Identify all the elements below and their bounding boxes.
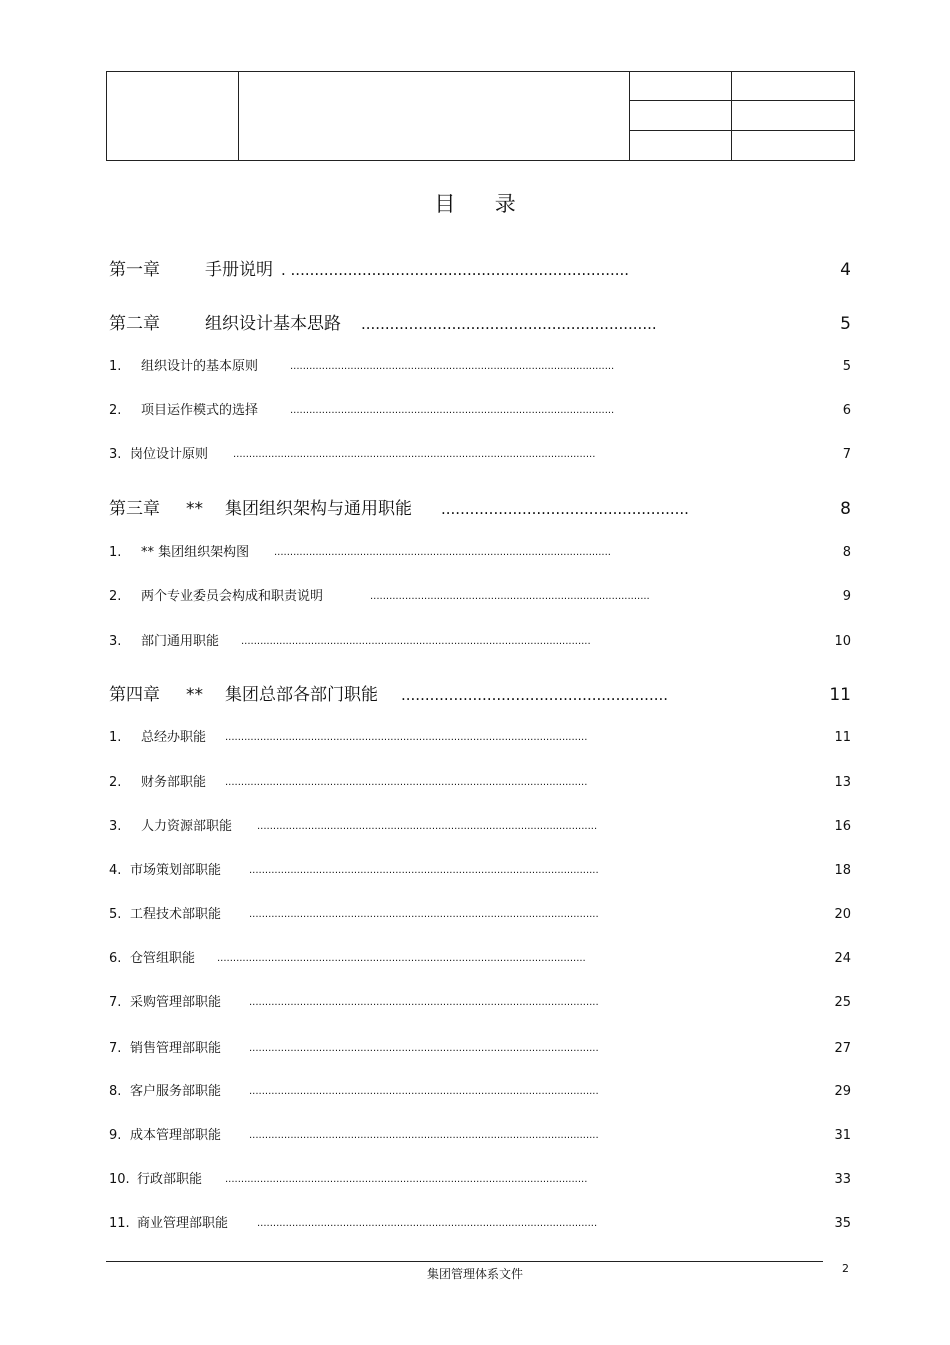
chapter-stars: **: [186, 499, 203, 519]
item-number: 5.: [109, 907, 122, 922]
page-number: 5: [842, 359, 851, 374]
page-number: 8: [840, 499, 851, 519]
item-title: 两个专业委员会构成和职责说明: [141, 589, 324, 604]
item-title: 市场策划部职能: [130, 863, 222, 878]
page-number: 31: [834, 1128, 851, 1143]
dot-leader: ........................................................: [401, 686, 669, 704]
dot-leader: ..............................................................................................................: [249, 865, 599, 876]
toc-item[interactable]: [109, 905, 851, 925]
dot-leader: ..................................................................................................................: [233, 449, 596, 460]
page-number: 16: [834, 819, 851, 834]
page-number: 9: [842, 589, 851, 604]
item-number: 4.: [109, 863, 122, 878]
chapter-title: 组织设计基本思路: [205, 314, 341, 334]
item-number: 1.: [109, 545, 122, 560]
dot-leader: ..............................................................................................................: [249, 909, 599, 920]
chapter-number: 第一章: [109, 260, 160, 280]
page-number: 8: [842, 545, 851, 560]
item-title: 岗位设计原则: [130, 447, 209, 462]
item-number: 1.: [109, 730, 122, 745]
page-number: 35: [834, 1216, 851, 1231]
toc-chapter[interactable]: [109, 258, 851, 282]
dot-leader: ..........................................................................................................: [274, 547, 611, 558]
item-number: 3.: [109, 447, 122, 462]
toc-item[interactable]: [109, 773, 851, 793]
item-title: 商业管理部职能: [137, 1216, 229, 1231]
dot-leader: ....................................................................................................................: [217, 953, 586, 964]
toc-title-char: 录: [494, 192, 516, 216]
toc-item[interactable]: [109, 817, 851, 837]
dot-leader: ..............................................................................................................: [249, 1086, 599, 1097]
page-number: 6: [842, 403, 851, 418]
table-divider: [238, 72, 239, 160]
item-title: ** 集团组织架构图: [141, 545, 250, 560]
item-number: 10.: [109, 1172, 130, 1187]
page-number: 18: [834, 863, 851, 878]
table-divider: [731, 72, 732, 160]
page-number: 10: [834, 634, 851, 649]
toc-title: [0, 188, 950, 218]
dot-leader: ........................................................................................: [370, 591, 650, 602]
table-divider: [629, 130, 854, 131]
item-number: 2.: [109, 775, 122, 790]
toc-item[interactable]: [109, 1170, 851, 1190]
toc-chapter[interactable]: [109, 497, 851, 521]
item-number: 2.: [109, 589, 122, 604]
page-number: 33: [834, 1172, 851, 1187]
dot-leader: ......................................................................................................: [290, 405, 615, 416]
item-title: 财务部职能: [141, 775, 207, 790]
toc-item[interactable]: [109, 949, 851, 969]
header-table: [106, 71, 855, 161]
item-title: 销售管理部职能: [130, 1041, 222, 1056]
page-number: 5: [840, 314, 851, 334]
item-title: 项目运作模式的选择: [141, 403, 259, 418]
page-number: 27: [834, 1041, 851, 1056]
dot-leader: ..............................................................: [361, 315, 657, 333]
table-divider: [629, 72, 630, 160]
toc-item[interactable]: [109, 401, 851, 421]
toc-item[interactable]: [109, 861, 851, 881]
chapter-number: 第二章: [109, 314, 160, 334]
item-title: 人力资源部职能: [141, 819, 233, 834]
item-number: 11.: [109, 1216, 130, 1231]
page-number: 25: [834, 995, 851, 1010]
toc-item[interactable]: [109, 1082, 851, 1102]
dot-leader: ..............................................................................................................: [249, 997, 599, 1008]
toc-item[interactable]: [109, 632, 851, 652]
chapter-number: 第四章: [109, 685, 160, 705]
toc-item[interactable]: [109, 1214, 851, 1234]
item-title: 采购管理部职能: [130, 995, 222, 1010]
item-number: 3.: [109, 819, 122, 834]
toc-item[interactable]: [109, 357, 851, 377]
item-number: 9.: [109, 1128, 122, 1143]
page-number: 20: [834, 907, 851, 922]
item-title: 总经办职能: [141, 730, 207, 745]
page-number: 7: [842, 447, 851, 462]
footer-text: 集团管理体系文件: [426, 1267, 523, 1281]
toc-item[interactable]: [109, 993, 851, 1013]
item-title: 工程技术部职能: [130, 907, 222, 922]
item-number: 7.: [109, 995, 122, 1010]
chapter-stars: **: [186, 685, 203, 705]
dot-leader: ...........................................................................................................: [257, 821, 598, 832]
item-number: 8.: [109, 1084, 122, 1099]
dot-leader: ..................................................................................................................: [225, 777, 588, 788]
item-title: 客户服务部职能: [130, 1084, 222, 1099]
toc-item[interactable]: [109, 543, 851, 563]
dot-leader: ..................................................................................................................: [225, 732, 588, 743]
toc-item[interactable]: [109, 587, 851, 607]
page-number: 11: [829, 685, 851, 705]
item-title: 组织设计的基本原则: [141, 359, 259, 374]
footer-rule: [106, 1261, 823, 1262]
item-number: 2.: [109, 403, 122, 418]
dot-leader: ..................................................................................................................: [225, 1174, 588, 1185]
item-number: 7.: [109, 1041, 122, 1056]
page-number: 24: [834, 951, 851, 966]
toc-chapter[interactable]: [109, 683, 851, 707]
footer-page-number: 2: [842, 1262, 849, 1275]
toc-item[interactable]: [109, 1126, 851, 1146]
item-number: 3.: [109, 634, 122, 649]
dot-leader: ......................................................................................................: [290, 361, 615, 372]
toc-chapter[interactable]: [109, 312, 851, 336]
toc-item[interactable]: [109, 445, 851, 465]
toc-title-char: 目: [434, 192, 456, 216]
toc-item[interactable]: [109, 728, 851, 748]
toc-item[interactable]: [109, 1039, 851, 1059]
dot-leader: ..............................................................................................................: [249, 1130, 599, 1141]
table-divider: [629, 100, 854, 101]
dot-leader: ....................................................: [441, 500, 689, 518]
dot-leader: . .......................................................................: [281, 261, 630, 279]
item-title: 行政部职能: [137, 1172, 203, 1187]
dot-leader: ...........................................................................................................: [257, 1218, 598, 1229]
item-title: 仓管组职能: [130, 951, 196, 966]
item-title: 部门通用职能: [141, 634, 220, 649]
dot-leader: ..............................................................................................................: [241, 636, 591, 647]
chapter-title: 集团总部各部门职能: [225, 685, 378, 705]
chapter-title: 手册说明: [205, 260, 273, 280]
page-number: 29: [834, 1084, 851, 1099]
page-number: 4: [840, 260, 851, 280]
chapter-title: 集团组织架构与通用职能: [225, 499, 412, 519]
item-title: 成本管理部职能: [130, 1128, 222, 1143]
page-number: 13: [834, 775, 851, 790]
page-number: 11: [834, 730, 851, 745]
item-number: 1.: [109, 359, 122, 374]
item-number: 6.: [109, 951, 122, 966]
dot-leader: ..............................................................................................................: [249, 1043, 599, 1054]
chapter-number: 第三章: [109, 499, 160, 519]
